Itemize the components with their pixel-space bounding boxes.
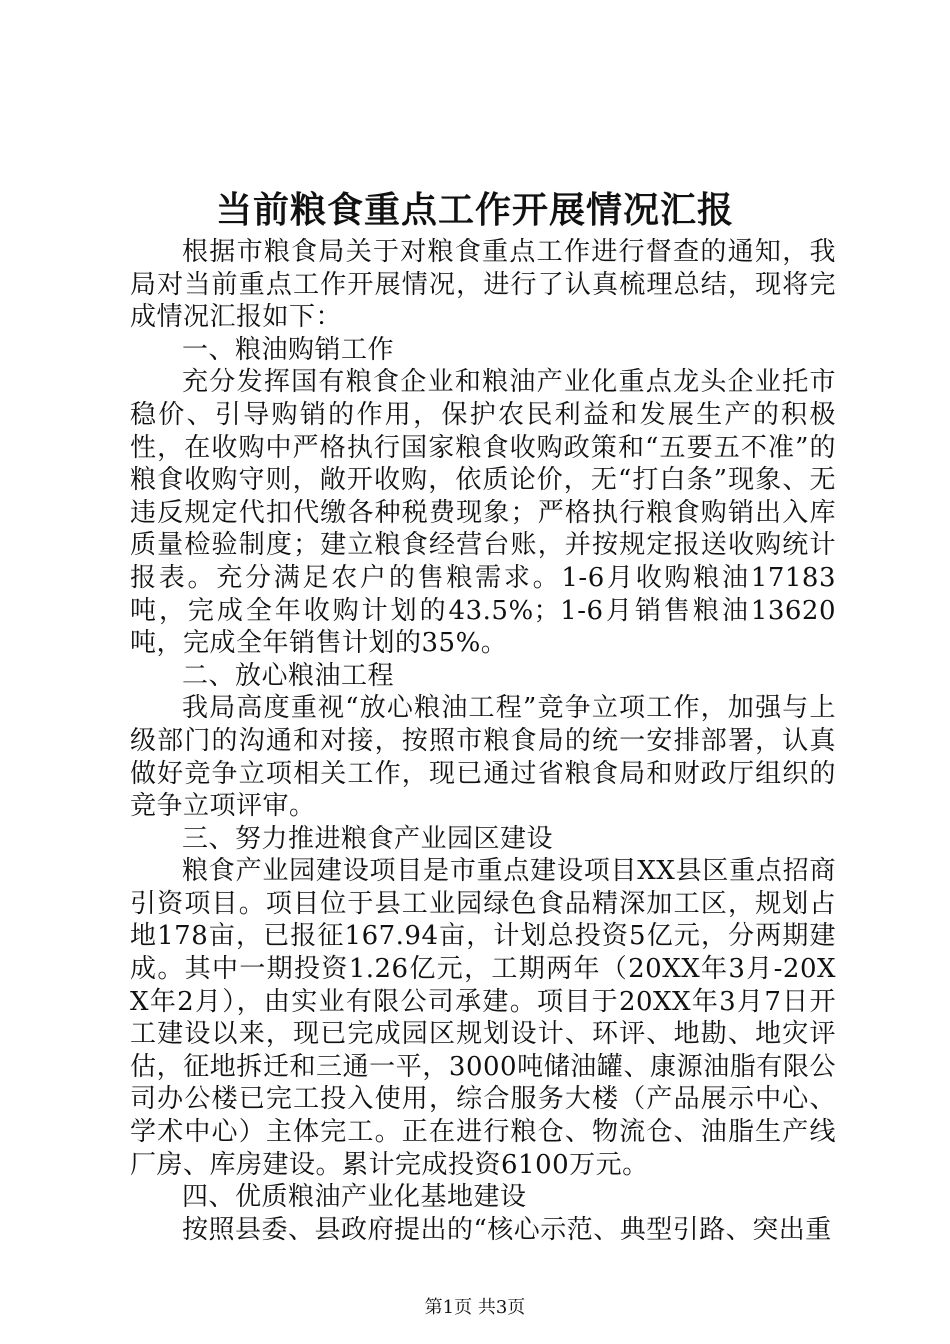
intro-paragraph: 根据市粮食局关于对粮食重点工作进行督查的通知，我局对当前重点工作开展情况，进行了认真梳理总结，现将完成情况汇报如下： [130, 237, 836, 333]
page-number-footer: 第1页 共3页 [424, 1297, 526, 1318]
section-body-2: 我局高度重视“放心粮油工程”竞争立项工作，加强与上级部门的沟通和对接，按照市粮食局的统一安排部署，认真做好竞争立项相关工作，现已通过省粮食局和财政厅组织的竞争立项评审。 [130, 693, 836, 822]
section-body-4: 按照县委、县政府提出的“核心示范、典型引路、突出重 [182, 1214, 832, 1245]
section-heading-1: 一、粮油购销工作 [182, 334, 395, 365]
section-heading-4: 四、优质粮油产业化基地建设 [182, 1182, 527, 1213]
section-body-3: 粮食产业园建设项目是市重点建设项目XX县区重点招商引资项目。项目位于县工业园绿色食品精深加工区，规划占地178亩，已报征167.94亩，计划总投资5亿元，分两期建成。其中一期投资1.26亿元，工期两年（20XX年3月-20XX年2月），由实业有限公司承建。项目于20XX年3月7日开工建设以来，现已完成园区规划设计、环评、地勘、地灾评估，征地拆迁和三通一平，3000吨储油罐、康源油脂有限公司办公楼已完工投入使用，综合服务大楼（产品展示中心、学术中心）主体完工。正在进行粮仓、物流仓、油脂生产线厂房、库房建设。累计完成投资6100万元。 [130, 856, 836, 1180]
section-heading-2: 二、放心粮油工程 [182, 660, 395, 691]
section-heading-3: 三、努力推进粮食产业园区建设 [182, 823, 554, 854]
document-body [130, 236, 836, 1246]
section-body-1: 充分发挥国有粮食企业和粮油产业化重点龙头企业托市稳价、引导购销的作用，保护农民利益和发展生产的积极性，在收购中严格执行国家粮食收购政策和“五要五不准”的粮食收购守则，敞开收购，依质论价，无“打白条”现象、无违反规定代扣代缴各种税费现象；严格执行粮食购销出入库质量检验制度；建立粮食经营台账，并按规定报送收购统计报表。充分满足农户的售粮需求。1-6月收购粮油17183吨，完成全年收购计划的43.5%；1-6月销售粮油13620吨，完成全年销售计划的35%。 [130, 367, 836, 659]
document-title: 当前粮食重点工作开展情况汇报 [215, 189, 734, 231]
